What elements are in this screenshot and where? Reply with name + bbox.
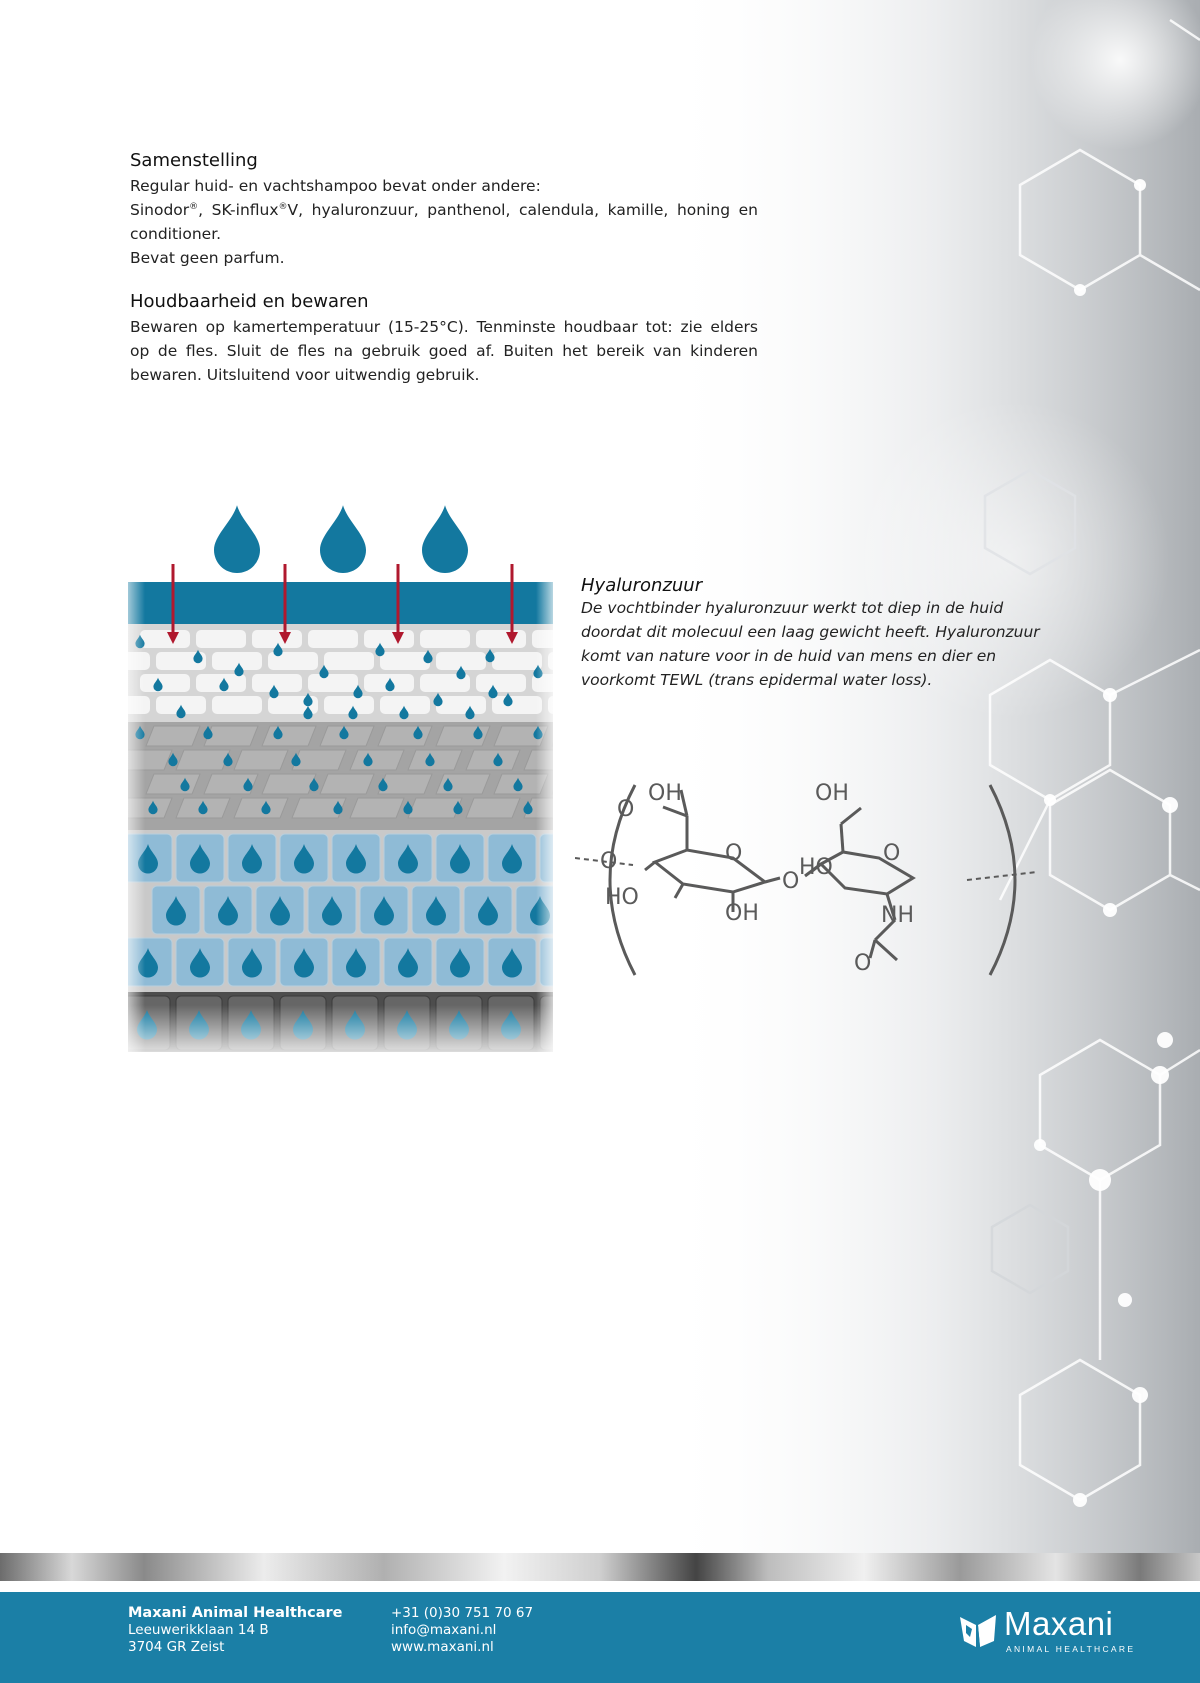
mol-label-oh-1: OH (648, 781, 682, 806)
composition-text (130, 174, 758, 270)
hyaluronic-acid-structure (575, 780, 1050, 985)
composition-heading: Samenstelling (130, 150, 258, 171)
mol-label-ho-1: HO (605, 885, 639, 910)
footer-city: 3704 GR Zeist (128, 1639, 225, 1655)
hyaluronic-text: De vochtbinder hyaluronzuur werkt tot diep in de huid doordat dit molecuul een laag gewicht heeft. Hyaluronzuur komt van nature voor in de huid van mens en dier en voorkomt TEWL (trans epidermal water loss). (581, 599, 1040, 689)
footer-street: Leeuwerikklaan 14 B (128, 1622, 269, 1638)
registered-mark: ® (189, 201, 199, 212)
mol-label-oh-2: OH (725, 901, 759, 926)
composition-section (130, 150, 758, 270)
mol-label-o-4: O (782, 869, 800, 894)
composition-intro: Regular huid- en vachtshampoo bevat onder andere: (130, 177, 541, 195)
mol-label-o-1: O (617, 797, 635, 822)
logo-mark-icon (958, 1611, 1000, 1651)
footer-website[interactable]: www.maxani.nl (391, 1639, 494, 1655)
footer-contact (391, 1605, 533, 1656)
decorative-metallic-strip (0, 1553, 1200, 1581)
storage-heading: Houdbaarheid en bewaren (130, 291, 369, 312)
ingredient-sk-influx: , SK-influx (198, 201, 279, 219)
large-water-drop-icon (214, 505, 260, 573)
right-bracket (990, 785, 1015, 975)
registered-mark: ® (278, 201, 288, 212)
large-water-drop-icon (320, 505, 366, 573)
ring-1 (655, 850, 765, 892)
storage-section (130, 291, 758, 387)
hyaluronic-section (581, 575, 1041, 692)
mol-label-oh-3: OH (815, 781, 849, 806)
mol-label-o-3: O (725, 841, 743, 866)
logo-wordmark: Maxani (1004, 1605, 1114, 1642)
mol-label-nh: NH (881, 903, 914, 928)
page-footer (0, 1592, 1200, 1683)
composition-no-perfume: Bevat geen parfum. (130, 249, 285, 267)
logo-tagline: ANIMAL HEALTHCARE (1006, 1644, 1136, 1654)
storage-text: Bewaren op kamertemperatuur (15-25°C). Tenminste houdbaar tot: zie elders op de fles. Sluit de fles na gebruik goed af. Buiten het bereik van kinderen bewaren. Uitsluitend voor uitwendig gebruik. (130, 318, 758, 384)
composition-ingredients (130, 198, 758, 246)
ingredient-sinodor: Sinodor (130, 201, 190, 219)
skin-layers-illustration (128, 500, 553, 1060)
footer-phone[interactable]: +31 (0)30 751 70 67 (391, 1605, 534, 1621)
water-drops-above (214, 505, 468, 573)
mol-label-o-6: O (854, 951, 872, 976)
footer-company-name: Maxani Animal Healthcare (128, 1605, 343, 1621)
footer-email[interactable]: info@maxani.nl (391, 1622, 497, 1638)
hyaluronic-title: Hyaluronzuur (581, 575, 703, 596)
ingredient-rest: V, hyaluronzuur, panthenol, calendula, kamille, honing en conditioner. (130, 201, 758, 243)
strip-spacer (0, 1581, 1200, 1592)
mol-label-o-5: O (883, 841, 901, 866)
footer-address (128, 1605, 342, 1656)
mol-label-o-2: O (600, 849, 618, 874)
mol-label-ho-2: HO (799, 855, 833, 880)
maxani-logo (958, 1605, 1138, 1659)
large-water-drop-icon (422, 505, 468, 573)
